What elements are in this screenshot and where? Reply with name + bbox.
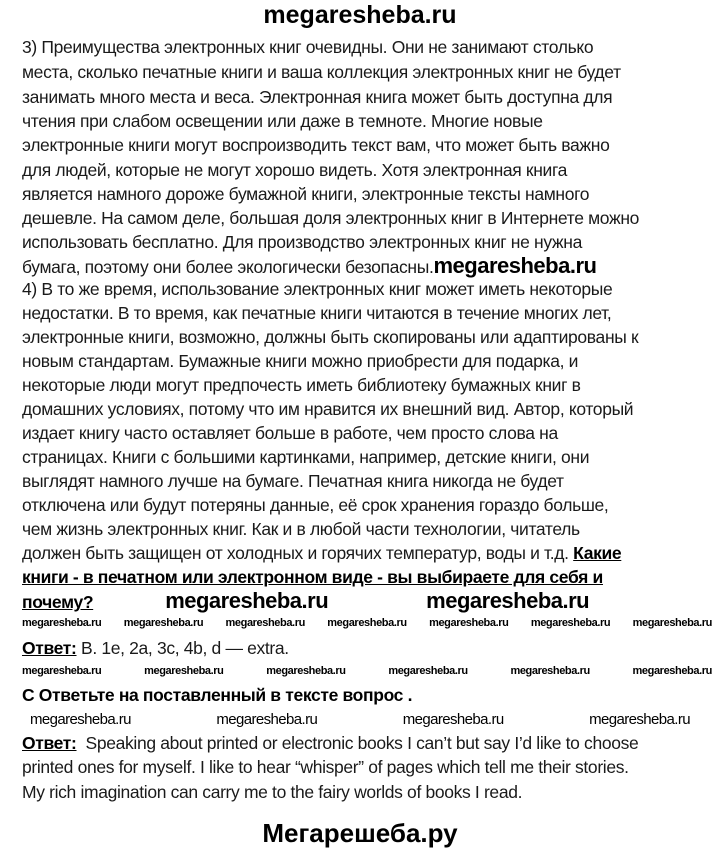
question-text: книги - в печатном или электронном виде - вы выбираете для себя и <box>22 567 603 587</box>
watermark: megaresheba.ru <box>632 665 712 677</box>
watermark: megaresheba.ru <box>510 665 590 677</box>
watermark: megaresheba.ru <box>266 665 346 677</box>
text-line: занимать много места и веса. Электронная книга может быть доступна для <box>22 87 613 107</box>
text-line: электронные книги, возможно, должны быть скопированы или адаптированы к <box>22 327 639 347</box>
watermark: megaresheba.ru <box>165 588 329 613</box>
text-segment: бумага, поэтому они более экологически безопасны. <box>22 257 434 277</box>
watermark: megaresheba.ru <box>123 617 204 629</box>
watermark: megaresheba.ru <box>216 711 318 728</box>
watermark: megaresheba.ru <box>426 588 590 613</box>
answer-text: printed ones for myself. I like to hear “whisper” of pages which tell me their stories. <box>22 757 629 777</box>
text-line: использовать бесплатно. Для производство электронных книг не нужна <box>22 232 582 252</box>
site-footer: Мегарешеба.ру <box>262 818 458 848</box>
watermark-row <box>22 665 712 677</box>
text-line: чем жизнь электронных книг. Как и в любой части технологии, читатель <box>22 519 580 539</box>
watermark: megaresheba.ru <box>225 617 305 629</box>
text-line: электронные книги могут воспроизводить текст вам, что может быть важно <box>22 135 610 155</box>
text-line: места, сколько печатные книги и ваша коллекция электронных книг не будет <box>22 62 621 82</box>
watermark: megaresheba.ru <box>433 253 597 278</box>
watermark-row <box>22 617 712 629</box>
watermark: megaresheba.ru <box>402 711 504 728</box>
answer-text: Speaking about printed or electronic books I can’t but say I’d like to choose <box>85 733 639 753</box>
answer-label: Ответ: <box>22 733 77 753</box>
answer-2 <box>22 733 638 753</box>
answer-1 <box>22 638 289 658</box>
watermark: megaresheba.ru <box>22 665 102 677</box>
text-line <box>22 253 597 278</box>
text-line: домашних условиях, потому что им нравится их внешний вид. Автор, который <box>22 399 634 419</box>
section-c-title: С Ответьте на поставленный в тексте вопрос . <box>22 685 413 705</box>
text-line: страницах. Книги с большими картинками, например, детские книги, они <box>22 447 590 467</box>
text-line: некоторые люди могут предпочесть иметь библиотеку бумажных книг в <box>22 375 581 395</box>
watermark: megaresheba.ru <box>429 617 509 629</box>
text-line <box>22 543 621 563</box>
text-line: 3) Преимущества электронных книг очевидны. Они не занимают столько <box>22 37 594 57</box>
text-line: новым стандартам. Бумажные книги можно приобрести для подарка, и <box>22 351 579 371</box>
watermark: megaresheba.ru <box>632 617 712 629</box>
text-segment: должен быть защищен от холодных и горячих температур, воды и т.д. <box>22 543 569 563</box>
answer-text: My rich imagination can carry me to the fairy worlds of books I read. <box>22 782 523 802</box>
watermark: megaresheba.ru <box>388 665 468 677</box>
text-line: недостатки. В то время, как печатные книги читаются в течение многих лет, <box>22 303 612 323</box>
text-line: отключена или будут потеряны данные, её срок хранения гораздо больше, <box>22 495 609 515</box>
text-line: выглядят намного лучше на бумаге. Печатная книга никогда не будет <box>22 471 564 491</box>
watermark: megaresheba.ru <box>327 617 407 629</box>
text-line: для людей, которые не могут хорошо видеть. Хотя электронная книга <box>22 160 568 180</box>
text-line: дешевле. На самом деле, большая доля электронных книг в Интернете можно <box>22 208 640 228</box>
watermark: megaresheba.ru <box>530 617 611 629</box>
question-text: Какие <box>573 543 622 563</box>
text-line: издает книгу часто оставляет больше в работе, чем просто слова на <box>22 423 558 443</box>
question-text: почему? <box>22 592 94 612</box>
watermark: megaresheba.ru <box>30 711 131 728</box>
watermark: megaresheba.ru <box>589 711 690 728</box>
text-line: 4) В то же время, использование электронных книг может иметь некоторые <box>22 279 613 299</box>
site-header: megaresheba.ru <box>263 1 457 29</box>
text-line: является намного дороже бумажной книги, электронные тексты намного <box>22 184 590 204</box>
text-line <box>22 588 590 613</box>
watermark: megaresheba.ru <box>144 665 224 677</box>
watermark-row <box>30 712 690 728</box>
answer-label: Ответ: <box>22 638 77 658</box>
answer-text: B. 1e, 2a, 3c, 4b, d — extra. <box>81 638 289 658</box>
text-line: чтения при слабом освещении или даже в темноте. Многие новые <box>22 111 543 131</box>
watermark: megaresheba.ru <box>22 617 102 629</box>
